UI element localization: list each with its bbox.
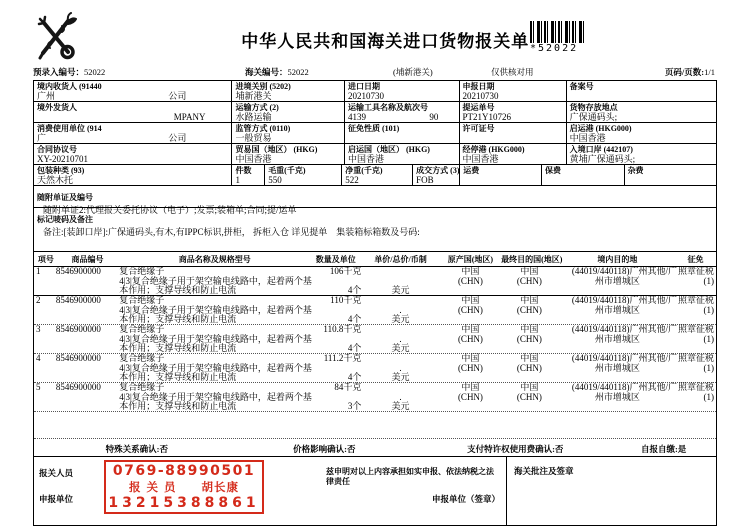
field-domestic-consignee: 境内收货人 (91440 广州 公司 — [34, 81, 232, 101]
field-transit-port: 经停港 (HKG000) 中国香港 — [460, 144, 567, 164]
field-transaction-mode: 成交方式 (3) FOB — [413, 165, 460, 185]
goods-row-5: 5 8546900000 复合绝缘子 4|3|复合绝缘子用于架空输电线路中，起着两个基 本作用；支撑导线和防止电流 84千克 3个 . 美元 中国 (CHN) 中国 (CHN) (44019/440118)广州其他/广 州市增城区 照章征税 (1) — [36, 382, 714, 412]
field-levy-nature: 征免性质 (101) — [345, 123, 460, 143]
goods-row-2: 2 8546900000 复合绝缘子 4|3|复合绝缘子用于架空输电线路中，起着两个基 本作用；支撑导线和防止电流 110千克 4个 . 美元 中国 (CHN) 中国 (CHN) (44019/440118)广州其他/广 州市增城区 照章征税 (1) — [36, 295, 714, 325]
customs-endorsement-label: 海关批注及签章 — [514, 466, 574, 476]
field-gross-weight: 毛重(千克) 550 — [265, 165, 342, 185]
barcode-icon — [530, 21, 584, 43]
info-row — [33, 66, 717, 79]
field-transport-name-voyage: 运输工具名称及航次号 4139 90 — [345, 102, 460, 122]
field-declare-date: 申报日期 20210730 — [460, 81, 567, 101]
field-attached-documents: 随附单证及编号 随附单证2:代理报关委托协议（电子）;发票;装箱单;合同;提/运单 — [34, 186, 716, 208]
declaration-statement: 兹申明对以上内容承担如实申报、依法纳税之法律责任 — [326, 467, 494, 486]
field-piece-count: 件数 1 — [232, 165, 265, 185]
document-header — [33, 8, 717, 66]
form-row-5 — [34, 165, 716, 186]
goods-table-header: 项号 商品编号 商品名称及规格型号 数量及单位 单价/总价/币制 原产国(地区) 最终目的国(地区) 境内目的地 征免 — [34, 252, 716, 267]
form-row-3 — [34, 123, 716, 144]
goods-empty-area — [34, 412, 716, 439]
field-package-type: 包装种类 (93) 天然木托 — [34, 165, 232, 185]
confirm-special-relation: 特殊关系确认:否 — [105, 444, 168, 454]
field-trade-country: 贸易国（地区） (HKG) 中国香港 — [232, 144, 345, 164]
field-import-date: 进口日期 20210730 — [345, 81, 460, 101]
field-contract-no: 合同协议号 XY-20210701 — [34, 144, 232, 164]
form-row-1 — [34, 81, 716, 102]
field-entry-port: 入境口岸 (442107) 黄埔广保通码头; — [569, 145, 636, 164]
field-record-no: 备案号 — [569, 82, 594, 91]
footer-divider — [506, 457, 507, 525]
confirm-royalty-payment: 支付特许权使用费确认:否 — [467, 444, 564, 454]
field-overseas-consignor: 境外发货人 MPANY — [34, 102, 232, 122]
customs-broker-stamp: 0769-88990501 报 关 员 胡长康 13215388861 — [104, 460, 264, 514]
check-only-note: 仅供核对用 — [491, 67, 534, 77]
customs-emblem-icon — [35, 12, 77, 62]
declaring-agency-label: 申报单位 — [39, 494, 74, 504]
declarant-label: 报关人员 — [39, 468, 74, 478]
confirm-price-influence: 价格影响确认:否 — [293, 444, 356, 454]
pre-entry-no: 预录入编号：52022 — [33, 67, 106, 77]
field-license-no: 许可证号 — [460, 123, 567, 143]
field-departure-port: 启运港 (HKG000) 中国香港 — [569, 124, 632, 143]
field-supervision-mode: 监管方式 (0110) 一般贸易 — [232, 123, 345, 143]
field-insurance: 保费 — [542, 165, 625, 185]
port-note: (埔新港关) — [393, 67, 433, 77]
confirm-self-declare: 自报自缴:是 — [640, 444, 687, 454]
declaration-form — [33, 80, 717, 526]
barcode-text: *52022 — [530, 43, 579, 54]
goods-row-4: 4 8546900000 复合绝缘子 4|3|复合绝缘子用于架空输电线路中，起着两个基 本作用；支撑导线和防止电流 111.2千克 4个 . 美元 中国 (CHN) 中国 (CHN) (44019/440118)广州其他/广 州市增城区 照章征税 (1) — [36, 353, 714, 383]
field-transport-mode: 运输方式 (2) 水路运输 — [232, 102, 345, 122]
goods-row-1: 1 8546900000 复合绝缘子 4|3|复合绝缘子用于架空输电线路中，起着两个基 本作用；支撑导线和防止电流 106千克 4个 美元 中国 (CHN) 中国 (CHN) (44019/440118)广州其他/广 州市增城区 照章征税 (1) — [36, 266, 714, 296]
form-row-4 — [34, 144, 716, 165]
field-freight: 运费 — [460, 165, 542, 185]
field-marks-notes: 标记唛码及备注 备注:[装卸口岸]:广保通码头,有木,有IPPC标识,拼柜， 拆柜入仓 详见提单 集装箱标箱数及号码: — [34, 208, 716, 252]
field-storage-place: 货物存放地点 广保通码头; — [569, 103, 618, 122]
form-row-2 — [34, 102, 716, 123]
declaring-unit-sign-label: 申报单位（签章） — [431, 494, 500, 504]
barcode-block — [530, 21, 586, 54]
field-departure-country: 启运国（地区） (HKG) 中国香港 — [345, 144, 460, 164]
confirmation-row — [34, 439, 716, 457]
field-misc-fee: 杂费 — [627, 166, 644, 175]
footer-section — [34, 457, 716, 525]
customs-declaration-document — [33, 8, 717, 526]
page-number: 页码/页数:1/1 — [664, 67, 715, 77]
page-title: 中华人民共和国海关进口货物报关单 — [241, 32, 530, 51]
field-entry-customs: 进境关别 (5202) 埔新港关 — [232, 81, 345, 101]
goods-row-3: 3 8546900000 复合绝缘子 4|3|复合绝缘子用于架空输电线路中，起着两个基 本作用；支撑导线和防止电流 110.8千克 4个 . 美元 中国 (CHN) 中国 (CHN) (44019/440118)广州其他/广 州市增城区 照章征税 (1) — [36, 324, 714, 354]
customs-no: 海关编号：52022 — [245, 67, 309, 77]
field-net-weight: 净重(千克) 522 — [342, 165, 413, 185]
field-consumer-unit: 消费使用单位 (914 广 公司 — [34, 123, 232, 143]
field-bill-no: 提运单号 PT21Y10726 — [460, 102, 567, 122]
